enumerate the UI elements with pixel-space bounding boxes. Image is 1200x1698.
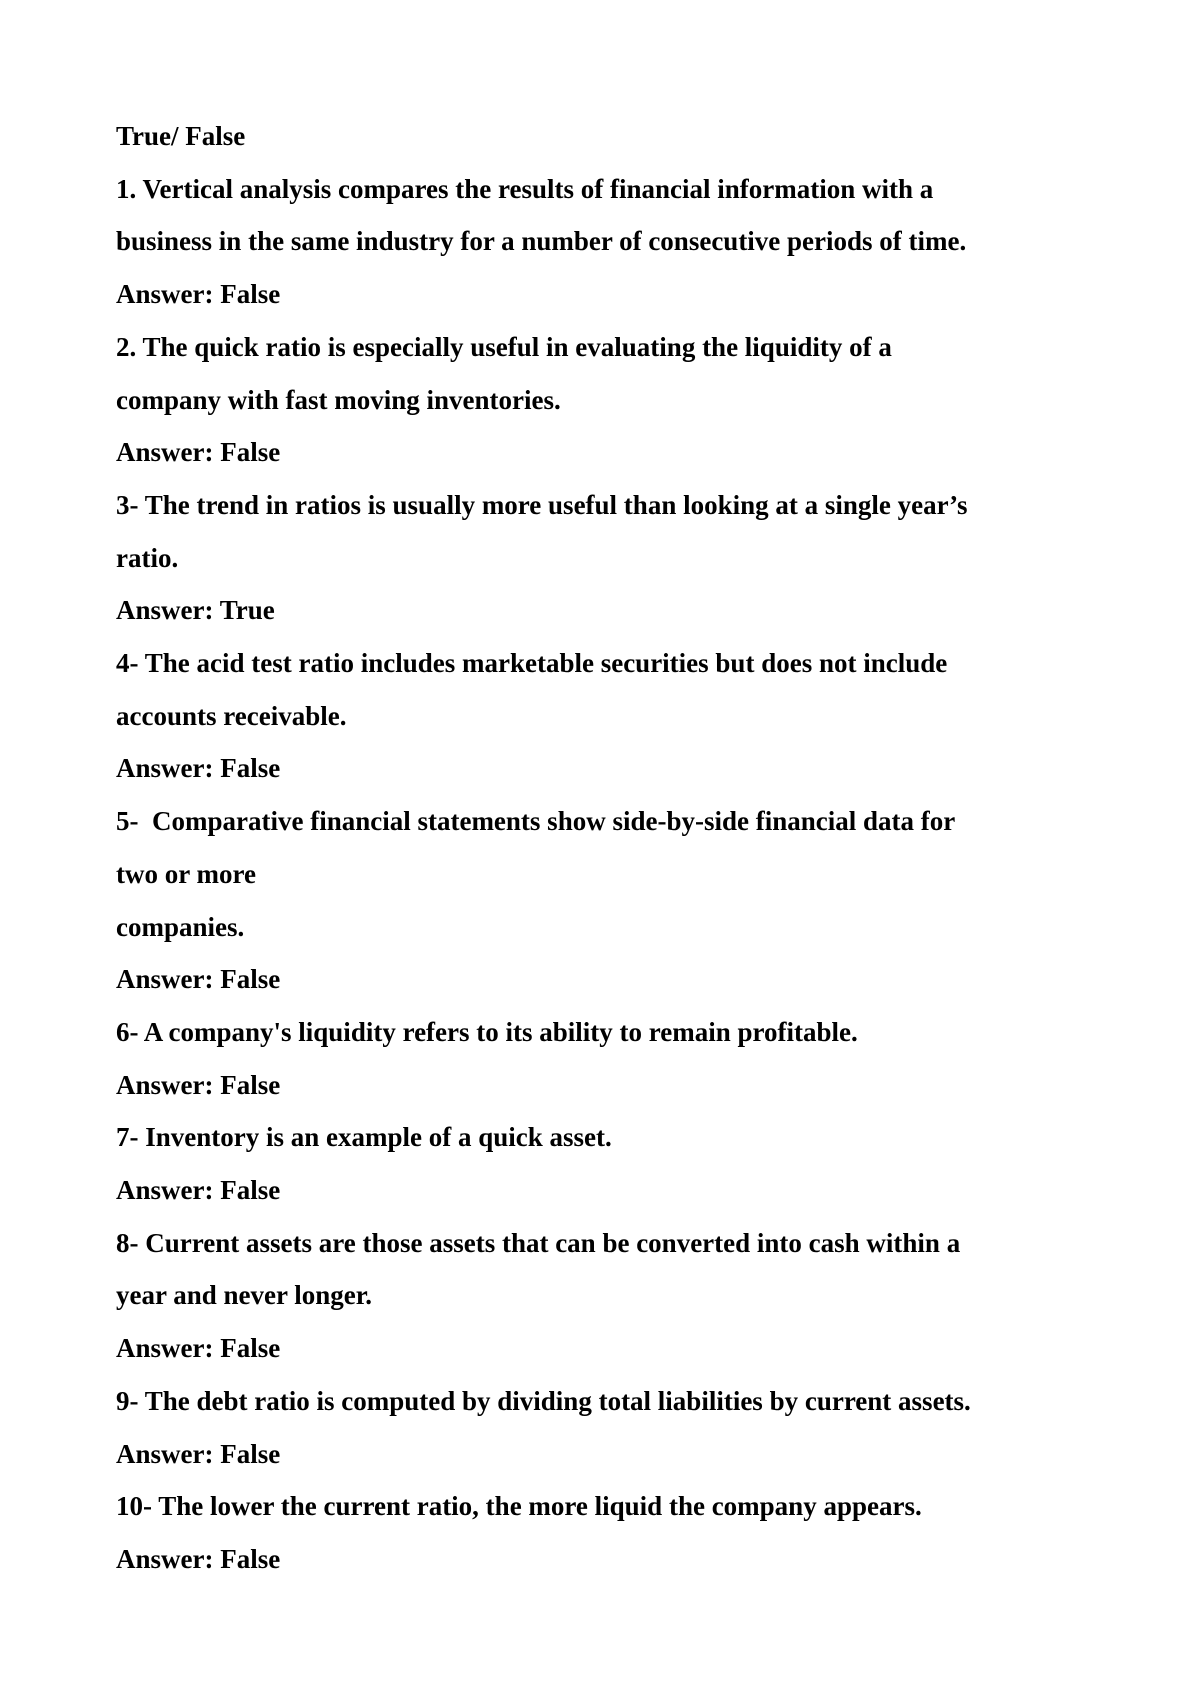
question-1-line-2: business in the same industry for a number of consecutive periods of time.: [116, 226, 967, 257]
question-3-line-1: 3- The trend in ratios is usually more useful than looking at a single year’s: [116, 489, 968, 520]
answer-10: Answer: False: [116, 1543, 281, 1574]
document-body: [116, 110, 1116, 1586]
answer-2: Answer: False: [116, 437, 281, 468]
answer-5: Answer: False: [116, 964, 281, 995]
question-1-line-1: 1. Vertical analysis compares the results of financial information with a: [116, 173, 934, 204]
question-9: 9- The debt ratio is computed by dividing total liabilities by current assets.: [116, 1385, 971, 1416]
question-8-line-1: 8- Current assets are those assets that can be converted into cash within a: [116, 1227, 961, 1258]
question-5-line-2: two or more: [116, 858, 256, 889]
answer-4: Answer: False: [116, 753, 281, 784]
answer-6: Answer: False: [116, 1069, 281, 1100]
answer-8: Answer: False: [116, 1333, 281, 1364]
question-10: 10- The lower the current ratio, the more liquid the company appears.: [116, 1491, 922, 1522]
question-5-line-1: 5- Comparative financial statements show side-by-side financial data for: [116, 806, 956, 837]
answer-3: Answer: True: [116, 595, 275, 626]
question-2-line-1: 2. The quick ratio is especially useful in evaluating the liquidity of a: [116, 331, 892, 362]
question-7: 7- Inventory is an example of a quick asset.: [116, 1122, 612, 1153]
question-4-line-1: 4- The acid test ratio includes marketable securities but does not include: [116, 648, 948, 679]
question-3-line-2: ratio.: [116, 542, 179, 573]
question-4-line-2: accounts receivable.: [116, 700, 347, 731]
answer-9: Answer: False: [116, 1438, 281, 1469]
answer-7: Answer: False: [116, 1175, 281, 1206]
question-2-line-2: company with fast moving inventories.: [116, 384, 561, 415]
question-5-line-3: companies.: [116, 911, 245, 942]
question-8-line-2: year and never longer.: [116, 1280, 372, 1311]
question-6: 6- A company's liquidity refers to its ability to remain profitable.: [116, 1016, 858, 1047]
answer-1: Answer: False: [116, 279, 281, 310]
document-heading: True/ False: [116, 121, 246, 151]
